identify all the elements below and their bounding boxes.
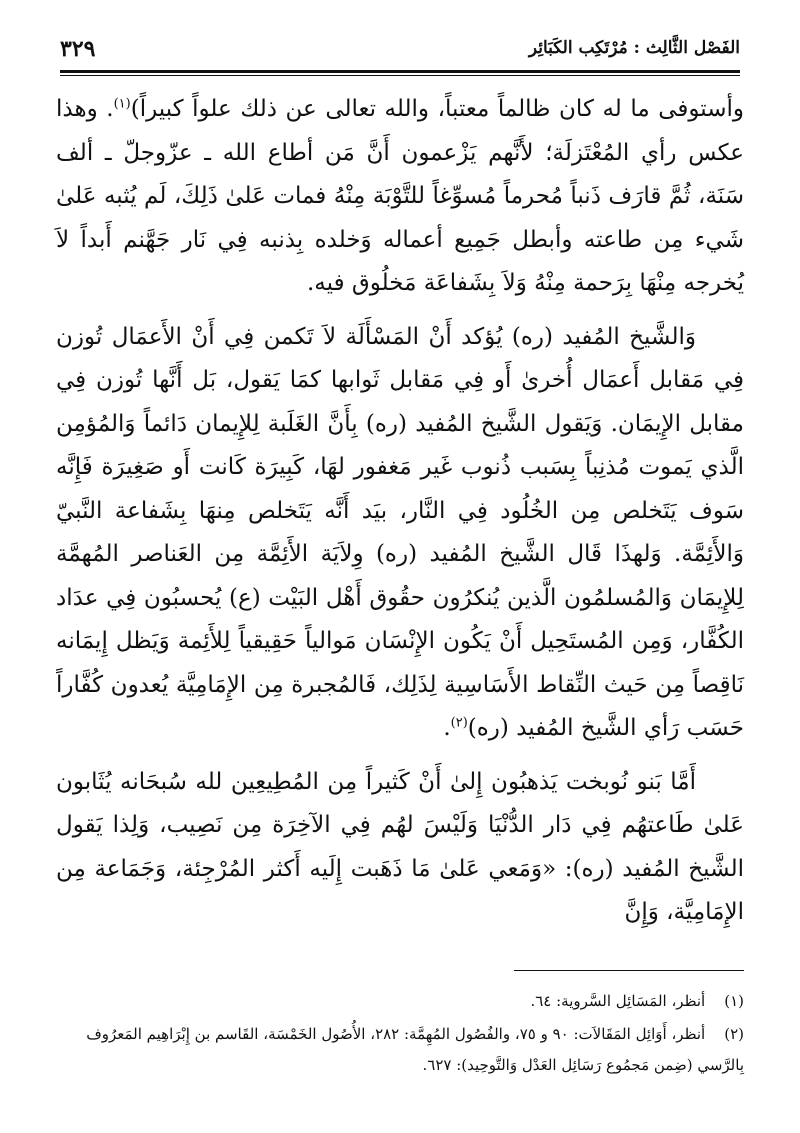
paragraph-text: وأستوفى ما له كان ظالماً معتباً، والله تعالى عن ذلك علواً كبيراً) bbox=[130, 96, 744, 122]
footnote-rule bbox=[514, 970, 744, 971]
footnotes bbox=[56, 986, 744, 1083]
paragraph bbox=[56, 88, 744, 306]
running-title: الفَصْل الثَّالِث : مُرْتَكِب الكَبَائِر bbox=[528, 38, 740, 58]
footnote-number: (١) bbox=[724, 992, 744, 1010]
paragraph-text-continued: . وهذا عكس رأي المُعْتَزلَة؛ لأَنَّهم يَزْعمون أَنَّ مَن أطاع الله ـ عزّوجلّ ـ ألف سَنَة، ثُمَّ قارَف ذَنباً مُحرماً مُسوِّغاً للتَّوْبَة مِنْهُ فمات عَلىٰ ذَلِكَ، لَم يُثبه عَلىٰ شَيء مِن طاعته وأبطل جَمِيع أعماله وَخلده بِذنبه فِي نَار جَهَّنم أَبداً لاَ يُخرجه مِنْهَا بِرَحمة مِنْهُ وَلاَ بِشَفاعَة مَخلُوق فيه. bbox=[56, 96, 744, 296]
page-header bbox=[60, 36, 740, 70]
header-rule bbox=[60, 70, 740, 73]
footnote-text: أنظر، المَسَائِل السَّروية: ٦٤. bbox=[530, 992, 706, 1010]
paragraph bbox=[56, 316, 744, 751]
body-text bbox=[56, 88, 744, 945]
header-rule-thin bbox=[60, 75, 740, 76]
paragraph-text-continued: . bbox=[443, 715, 451, 741]
page-number: ٣٢٩ bbox=[60, 36, 96, 62]
footnote-ref: (٢) bbox=[450, 715, 468, 731]
footnote bbox=[56, 986, 744, 1017]
paragraph bbox=[56, 761, 744, 935]
paragraph-text: وَالشَّيخ المُفيد (ره) يُؤكد أَنْ المَسْأَلَة لاَ تَكمن فِي أَنْ الأَعمَال تُوزن فِي مَقابل أَعمَال أُخرىٰ أَو فِي مَقابل ثَوابها كمَا يَقول، بَل أَنَّها تُوزن فِي مقابل الإِيمَان. وَيَقول الشَّيخ المُفيد (ره) بِأَنَّ الغَلَبة لِلإِيمان دَائماً وَالمُؤمِن الَّذي يَموت مُذنِباً بِسَبب ذُنوب غَير مَغفور لهَا، كَبِيرَة كَانت أَو صَغِيرَة فَإِنَّه سَوف يَتَخلص مِن الخُلُود فِي النَّار، بيَد أَنَّه يَتَخلص مِنهَا بِشَفاعة النَّبيّ وَالأَئِمَّة. وَلهذَا قَال الشَّيخ المُفيد (ره) وِلاَيَة الأَئِمَّة مِن العَناصر المُهمَّة لِلإِيمَان وَالمُسلمُون الَّذين يُنكرُون حقُوق أَهْل البَيْت (ع) يُحسبُون فِي عدَاد الكُفَّار، وَمِن المُستَحِيل أَنْ يَكُون الإِنْسَان مَوالياً حَقِيقياً لِلأَئِمة وَيَظل إِيمَانه نَاقِصاً مِن حَيث النِّقاط الأَسَاسِية لِذَلِك، فَالمُجبرة مِن الإِمَامِيَّة يُعدون كُفَّاراً حَسَب رَأي الشَّيخ المُفيد (ره) bbox=[56, 323, 744, 741]
footnote bbox=[56, 1019, 744, 1081]
footnote-number: (٢) bbox=[724, 1025, 744, 1043]
paragraph-text: أَمَّا بَنو نُوبخت يَذهبُون إِلىٰ أَنْ كَثيراً مِن المُطِيعِين لله سُبحَانه يُثَابون عَلىٰ طَاعتهُم فِي دَار الدُّنْيَا وَلَيْسَ لهُم فِي الآخِرَة مِن نَصِيب، وَلِذا يَقول الشَّيخ المُفيد (ره): «وَمَعي عَلىٰ مَا ذَهَبت إِلَيه أَكثر المُرْجِئة، وَجَمَاعة مِن الإِمَامِيَّة، وَإِنَّ bbox=[56, 768, 744, 925]
footnote-text: أنظر، أَوَائِل المَقَالاَت: ٩٠ و ٧٥، والفُصُول المُهِمَّة: ٢٨٢، الأُصُول الخَمْسَة، القَاسم بن إِبْرَاهِيم المَعرُوف بِالرَّسي (ضِمن مَجمُوع رَسَائِل العَدْل وَالتَّوحِيد): ٦٢٧. bbox=[86, 1025, 744, 1074]
footnote-ref: (١) bbox=[113, 96, 131, 112]
